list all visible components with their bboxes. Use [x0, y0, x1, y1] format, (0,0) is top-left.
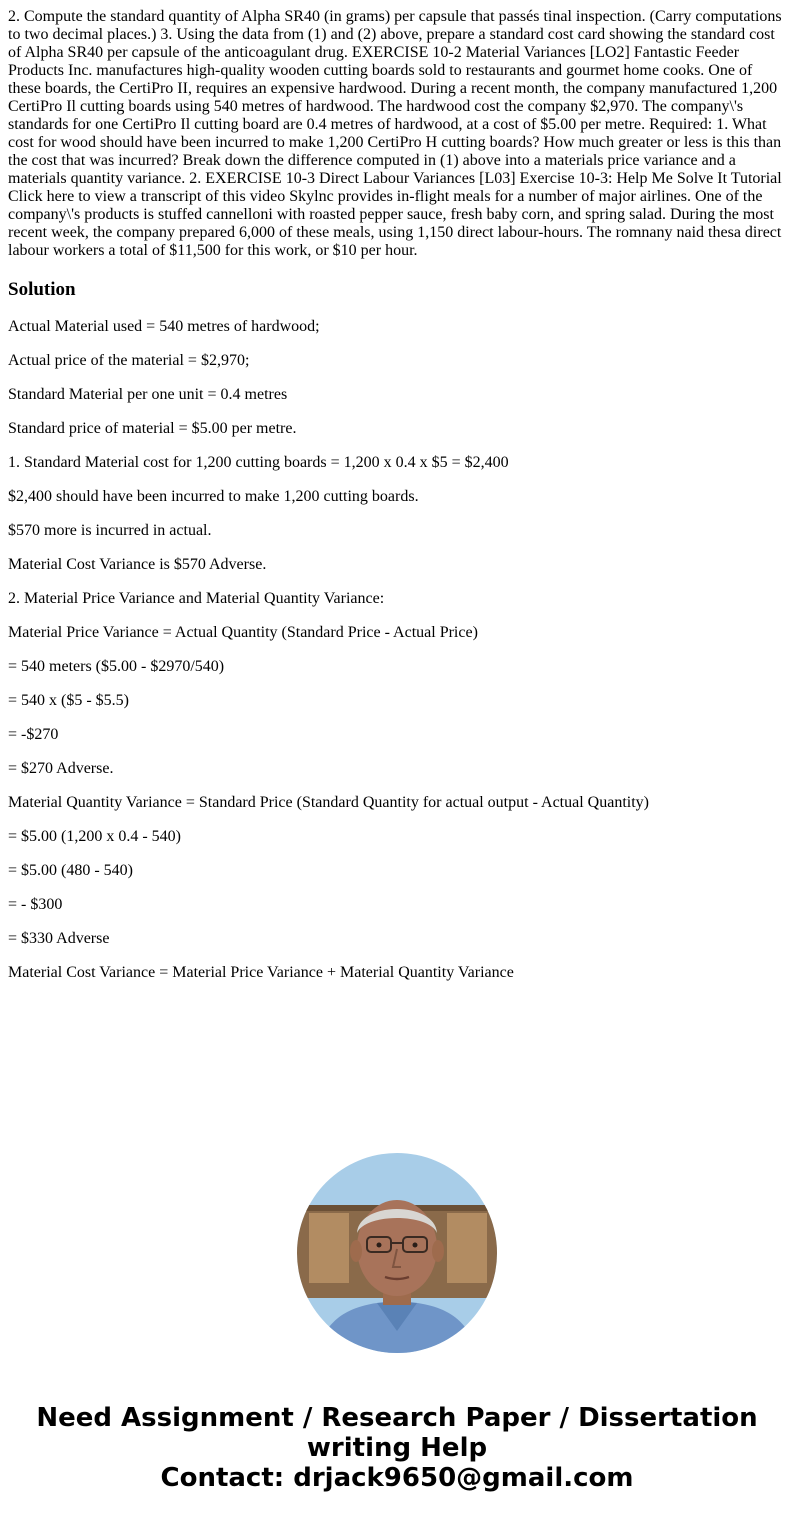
solution-line: 1. Standard Material cost for 1,200 cutting boards = 1,200 x 0.4 x $5 = $2,400 — [8, 454, 509, 471]
solution-line: Actual Material used = 540 metres of hardwood; — [8, 318, 320, 335]
solution-steps — [8, 318, 786, 998]
solution-line: Material Price Variance = Actual Quantity (Standard Price - Actual Price) — [8, 624, 478, 641]
solution-line: = $5.00 (1,200 x 0.4 - 540) — [8, 828, 182, 845]
solution-line: Material Cost Variance is $570 Adverse. — [8, 556, 267, 573]
solution-line: = $5.00 (480 - 540) — [8, 862, 134, 879]
solution-line: Standard Material per one unit = 0.4 metres — [8, 386, 288, 403]
solution-line: $570 more is incurred in actual. — [8, 522, 212, 539]
solution-line: = -$270 — [8, 726, 59, 743]
footer-contact-email: Contact: drjack9650@gmail.com — [160, 1463, 634, 1493]
solution-line: Standard price of material = $5.00 per metre. — [8, 420, 297, 437]
solution-line: Actual price of the material = $2,970; — [8, 352, 250, 369]
solution-line: Material Quantity Variance = Standard Price (Standard Quantity for actual output - Actual Quantity) — [8, 794, 649, 811]
solution-heading: Solution — [8, 279, 76, 300]
tutor-portrait-illustration — [297, 1153, 497, 1353]
footer-line-1: Need Assignment / Research Paper / Dissertation — [36, 1403, 758, 1433]
question-text: 2. Compute the standard quantity of Alpha SR40 (in grams) per capsule that passés tinal inspection. (Carry computations to two decimal places.) 3. Using the data from (1) and (2) above, prepare a standard cost card showing the standard cost of Alpha SR40 per capsule of the anticoagulant drug. EXERCISE 10-2 Material Variances [LO2] Fantastic Feeder Products Inc. manufactures high-quality wooden cutting boards sold to restaurants and gourmet home cooks. One of these boards, the CertiPro II, requires an expensive hardwood. During a recent month, the company manufactured 1,200 CertiPro Il cutting boards using 540 metres of hardwood. The hardwood cost the company $2,970. The company\'s standards for one CertiPro Il cutting board are 0.4 metres of hardwood, at a cost of $5.00 per metre. Required: 1. What cost for wood should have been incurred to make 1,200 CertiPro H cutting boards? How much greater or less is this than the cost that was incurred? Break down the difference computed in (1) above into a materials price variance and a materials quantity variance. 2. EXERCISE 10-3 Direct Labour Variances [L03] Exercise 10-3: Help Me Solve It Tutorial Click here to view a transcript of this video Skylnc provides in-flight meals for a number of major airlines. One of the company\'s products is stuffed cannelloni with roasted pepper sauce, fresh baby corn, and spring salad. During the most recent week, the company prepared 6,000 of these meals, using 1,150 direct labour-hours. The romnany naid thesa direct labour workers a total of $11,500 for this work, or $10 per hour. — [8, 8, 782, 259]
solution-line: Material Cost Variance = Material Price Variance + Material Quantity Variance — [8, 964, 514, 981]
footer-line-2: writing Help — [306, 1433, 488, 1463]
solution-line: $2,400 should have been incurred to make 1,200 cutting boards. — [8, 488, 419, 505]
solution-line: = 540 meters ($5.00 - $2970/540) — [8, 658, 225, 675]
solution-line: 2. Material Price Variance and Material Quantity Variance: — [8, 590, 385, 607]
tutor-avatar — [297, 1153, 497, 1353]
solution-line: = $330 Adverse — [8, 930, 110, 947]
contact-footer — [0, 1403, 794, 1493]
solution-line: = $270 Adverse. — [8, 760, 114, 777]
solution-line: = 540 x ($5 - $5.5) — [8, 692, 130, 709]
solution-line: = - $300 — [8, 896, 63, 913]
